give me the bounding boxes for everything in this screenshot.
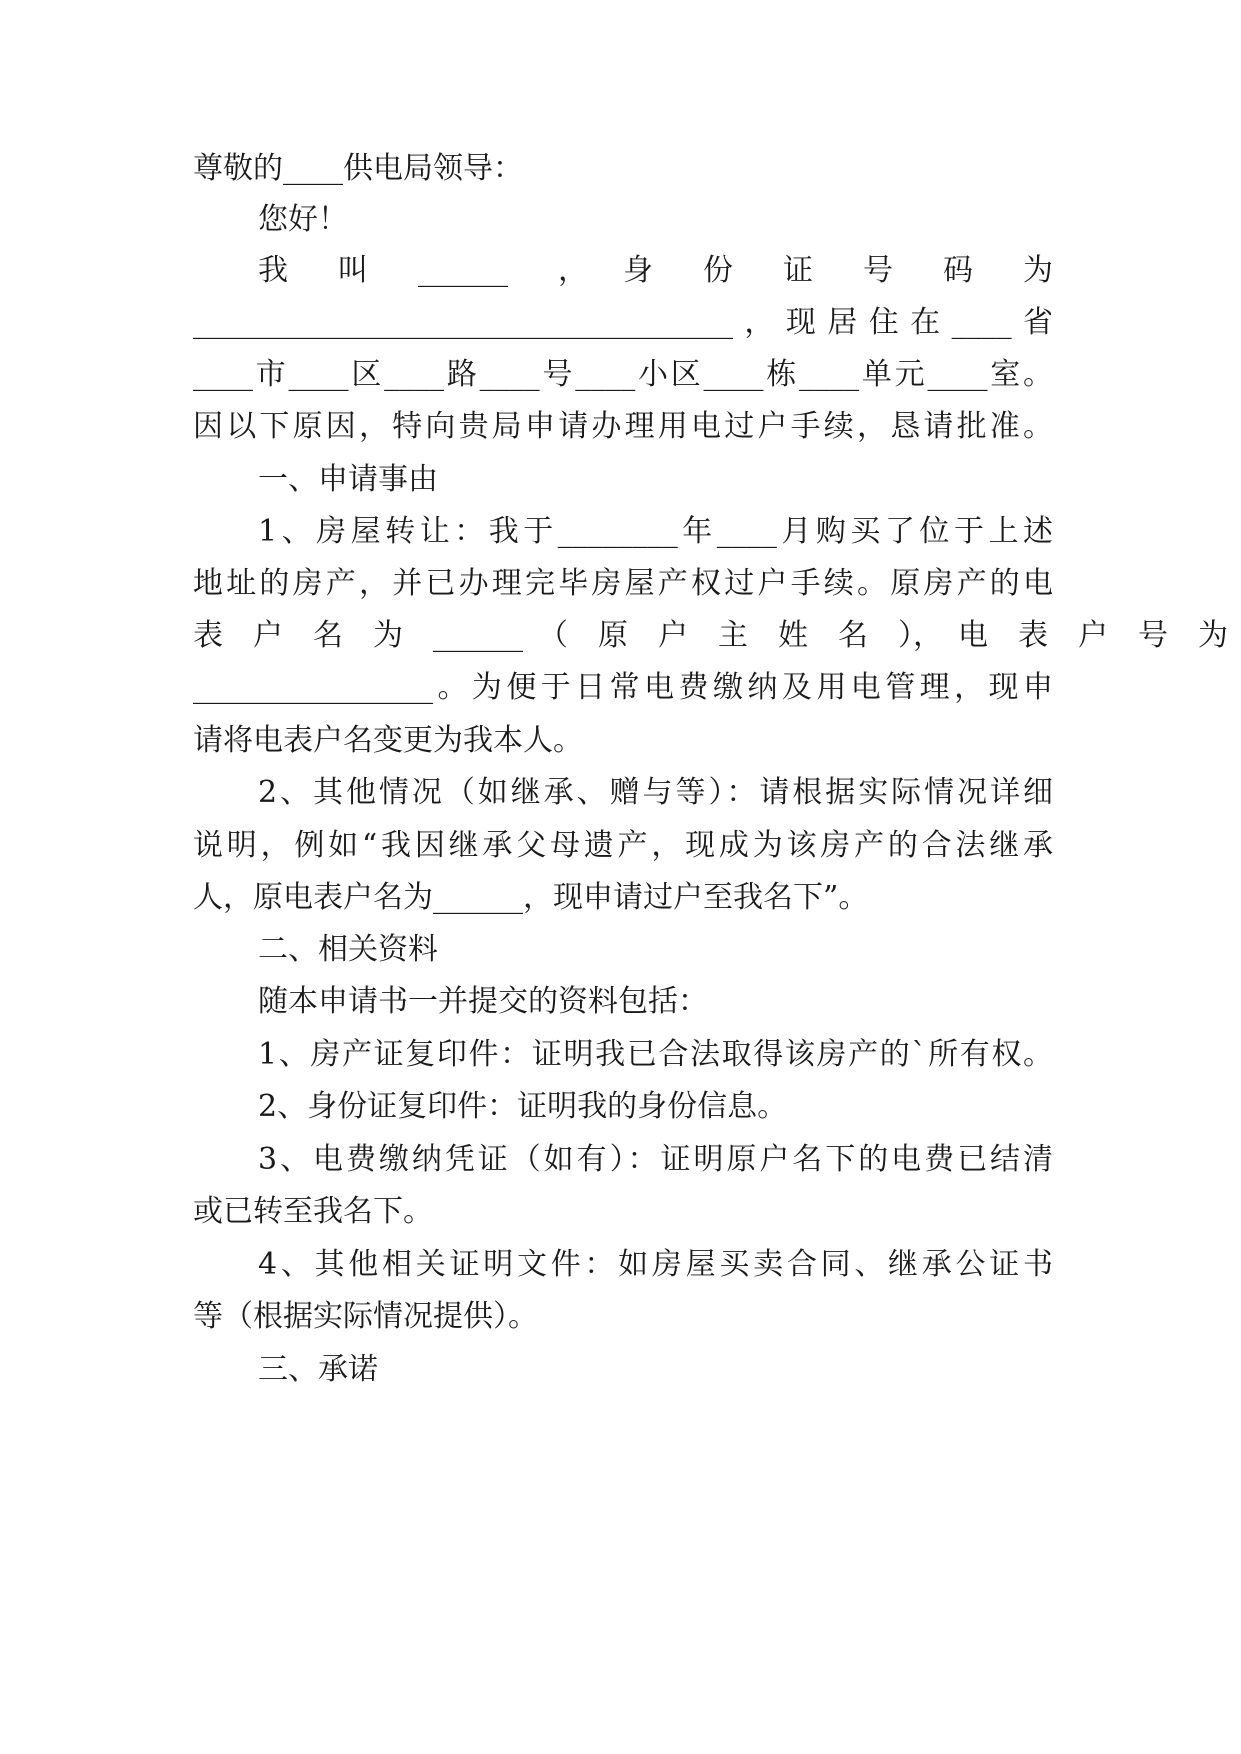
- section-heading: 二、相关资料: [258, 932, 438, 967]
- body-line: 因以下原因，特向贵局申请办理用电过户手续，恳请批准。: [193, 409, 1053, 444]
- body-line: 地址的房产，并已办理完毕房屋产权过户手续。原房产的电: [193, 566, 1053, 601]
- body-line: 1、房屋转让：我于________年____月购买了位于上述: [258, 514, 1053, 549]
- list-item: 3、电费缴纳凭证（如有）：证明原户名下的电费已结清: [258, 1142, 1053, 1177]
- greeting-line: 您好！: [258, 202, 348, 237]
- salutation-line: 尊敬的____供电局领导：: [193, 151, 523, 186]
- body-line: 我 叫 ______ ， 身 份 证 号 码 为: [258, 253, 1053, 288]
- body-line: ________________。为便于日常电费缴纳及用电管理，现申: [193, 670, 1053, 705]
- list-item: 2、身份证复印件：证明我的身份信息。: [258, 1089, 788, 1124]
- body-line: 随本申请书一并提交的资料包括：: [258, 984, 708, 1019]
- body-line: 请将电表户名变更为我本人。: [193, 723, 583, 758]
- body-line: ____市____区____路____号____小区____栋____单元____室。: [193, 357, 1053, 392]
- body-line: 表 户 名 为 ______ （ 原 户 主 姓 名 ）， 电 表 户 号 为: [193, 618, 1228, 653]
- body-line: 说明，例如“我因继承父母遗产，现成为该房产的合法继承: [193, 828, 1053, 863]
- section-heading: 一、申请事由: [258, 462, 438, 497]
- body-line: 等（根据实际情况提供）。: [193, 1299, 538, 1334]
- body-line: ____________________________________，现居住在____省: [193, 305, 1053, 340]
- body-line: 或已转至我名下。: [193, 1194, 433, 1229]
- section-heading: 三、承诺: [258, 1352, 378, 1387]
- list-item: 4、其他相关证明文件：如房屋买卖合同、继承公证书: [258, 1247, 1053, 1282]
- body-line: 人，原电表户名为______，现申请过户至我名下”。: [193, 880, 869, 915]
- list-item: 1、房产证复印件：证明我已合法取得该房产的`所有权。: [258, 1037, 1053, 1072]
- body-line: 2、其他情况（如继承、赠与等）：请根据实际情况详细: [258, 775, 1053, 810]
